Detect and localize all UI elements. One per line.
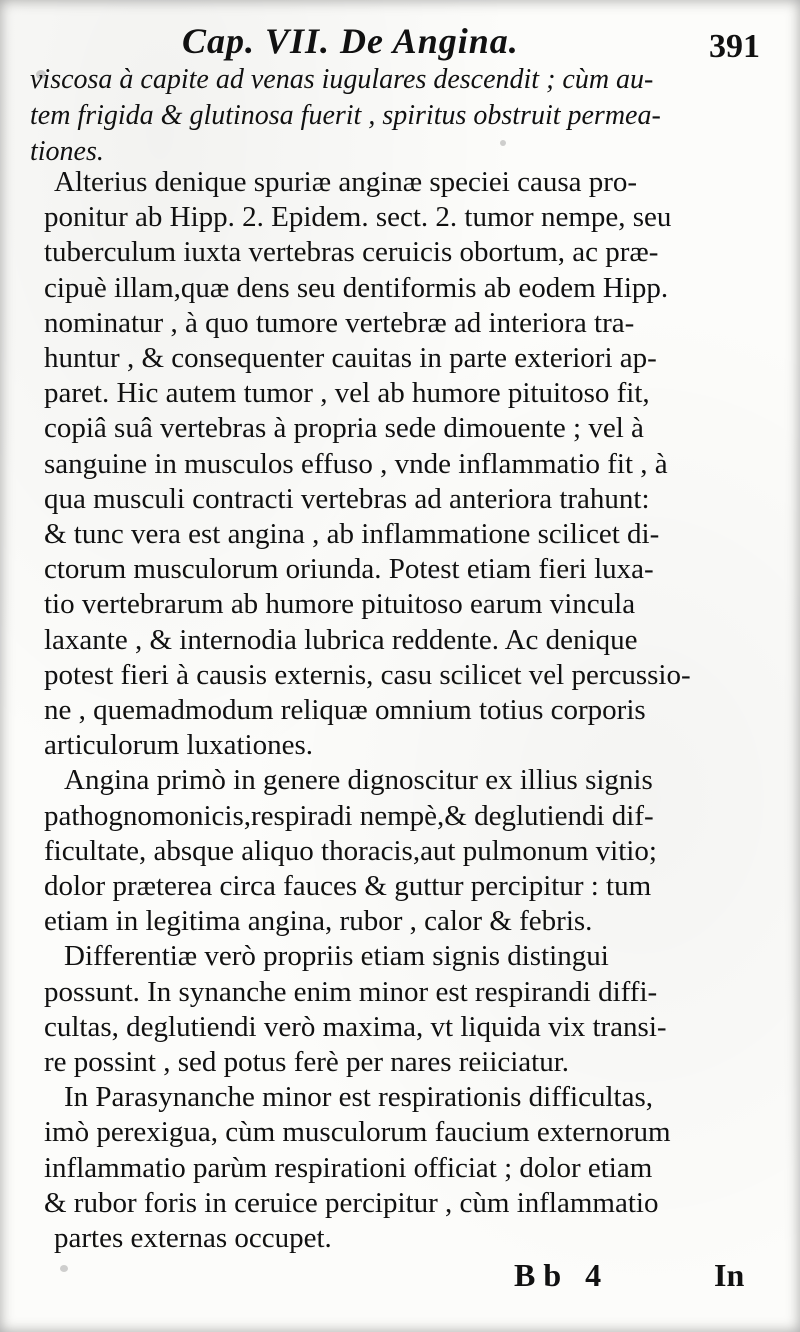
text-line: inflammatio parùm respirationi officiat ; dolor etiam <box>44 1151 653 1184</box>
text-line: & rubor foris in ceruice percipitur , cùm inflammatio <box>44 1186 659 1219</box>
text-line: imò perexigua, cùm musculorum faucium externorum <box>44 1116 671 1149</box>
italic-line: viscosa à capite ad venas iugulares descendit ; cùm au- <box>30 64 654 95</box>
italic-line: tem frigida & glutinosa fuerit , spiritus obstruit permea- <box>30 100 661 131</box>
text-line: ne , quemadmodum reliquæ omnium totius corporis <box>44 694 646 727</box>
text-line: ponitur ab Hipp. 2. Epidem. sect. 2. tumor nempe, seu <box>44 201 672 234</box>
page-number: 391 <box>709 28 760 65</box>
text-line: etiam in legitima angina, rubor , calor & febris. <box>44 905 593 938</box>
text-line: pathognomonicis,respiradi nempè,& deglutiendi dif- <box>44 799 654 832</box>
text-line: partes externas occupet. <box>54 1222 332 1255</box>
text-line: cipuè illam,quæ dens seu dentiformis ab eodem Hipp. <box>44 271 669 304</box>
body-text <box>44 165 772 1256</box>
text-line: potest fieri à causis externis, casu scilicet vel percussio- <box>44 658 691 691</box>
text-line: ctorum musculorum oriunda. Potest etiam fieri luxa- <box>44 553 654 586</box>
text-line: tio vertebrarum ab humore pituitoso earum vincula <box>44 588 636 621</box>
text-line: copiâ suâ vertebras à propria sede dimouente ; vel à <box>44 412 644 445</box>
italic-continuation <box>30 62 770 170</box>
italic-line: tiones. <box>30 136 104 167</box>
text-line: ficultate, absque aliquo thoracis,aut pulmonum vitio; <box>44 834 657 867</box>
catchword: In <box>714 1257 745 1293</box>
text-line: cultas, deglutiendi verò maxima, vt liquida vix transi- <box>44 1010 667 1043</box>
text-line: tuberculum iuxta vertebras ceruicis obortum, ac præ- <box>44 236 659 269</box>
text-line: In Parasynanche minor est respirationis difficultas, <box>64 1081 653 1114</box>
signature-mark: Bb 4 <box>514 1257 610 1293</box>
text-line: articulorum luxationes. <box>44 729 313 762</box>
text-line: laxante , & internodia lubrica reddente. Ac denique <box>44 623 638 656</box>
text-line: re possint , sed potus ferè per nares reiiciatur. <box>44 1046 570 1079</box>
text-line: huntur , & consequenter cauitas in parte exteriori ap- <box>44 342 657 375</box>
text-line: possunt. In synanche enim minor est respirandi diffi- <box>44 975 658 1008</box>
text-line: Differentiæ verò propriis etiam signis distingui <box>64 940 609 973</box>
text-line: qua musculi contracti vertebras ad anteriora trahunt: <box>44 482 650 515</box>
text-line: Alterius denique spuriæ anginæ speciei causa pro- <box>54 166 638 198</box>
running-head: Cap. VII. De Angina. <box>182 21 519 61</box>
page-header <box>170 18 770 68</box>
text-line: & tunc vera est angina , ab inflammatione scilicet di- <box>44 518 660 551</box>
text-line: sanguine in musculos effuso , vnde inflammatio fit , à <box>44 447 668 480</box>
text-line: Angina primò in genere dignoscitur ex illius signis <box>64 764 653 797</box>
text-line: paret. Hic autem tumor , vel ab humore pituitoso fit, <box>44 377 650 410</box>
text-line: dolor præterea circa fauces & guttur percipitur : tum <box>44 870 652 903</box>
page-footer <box>0 1255 800 1305</box>
text-line: nominatur , à quo tumore vertebræ ad interiora tra- <box>44 306 635 339</box>
